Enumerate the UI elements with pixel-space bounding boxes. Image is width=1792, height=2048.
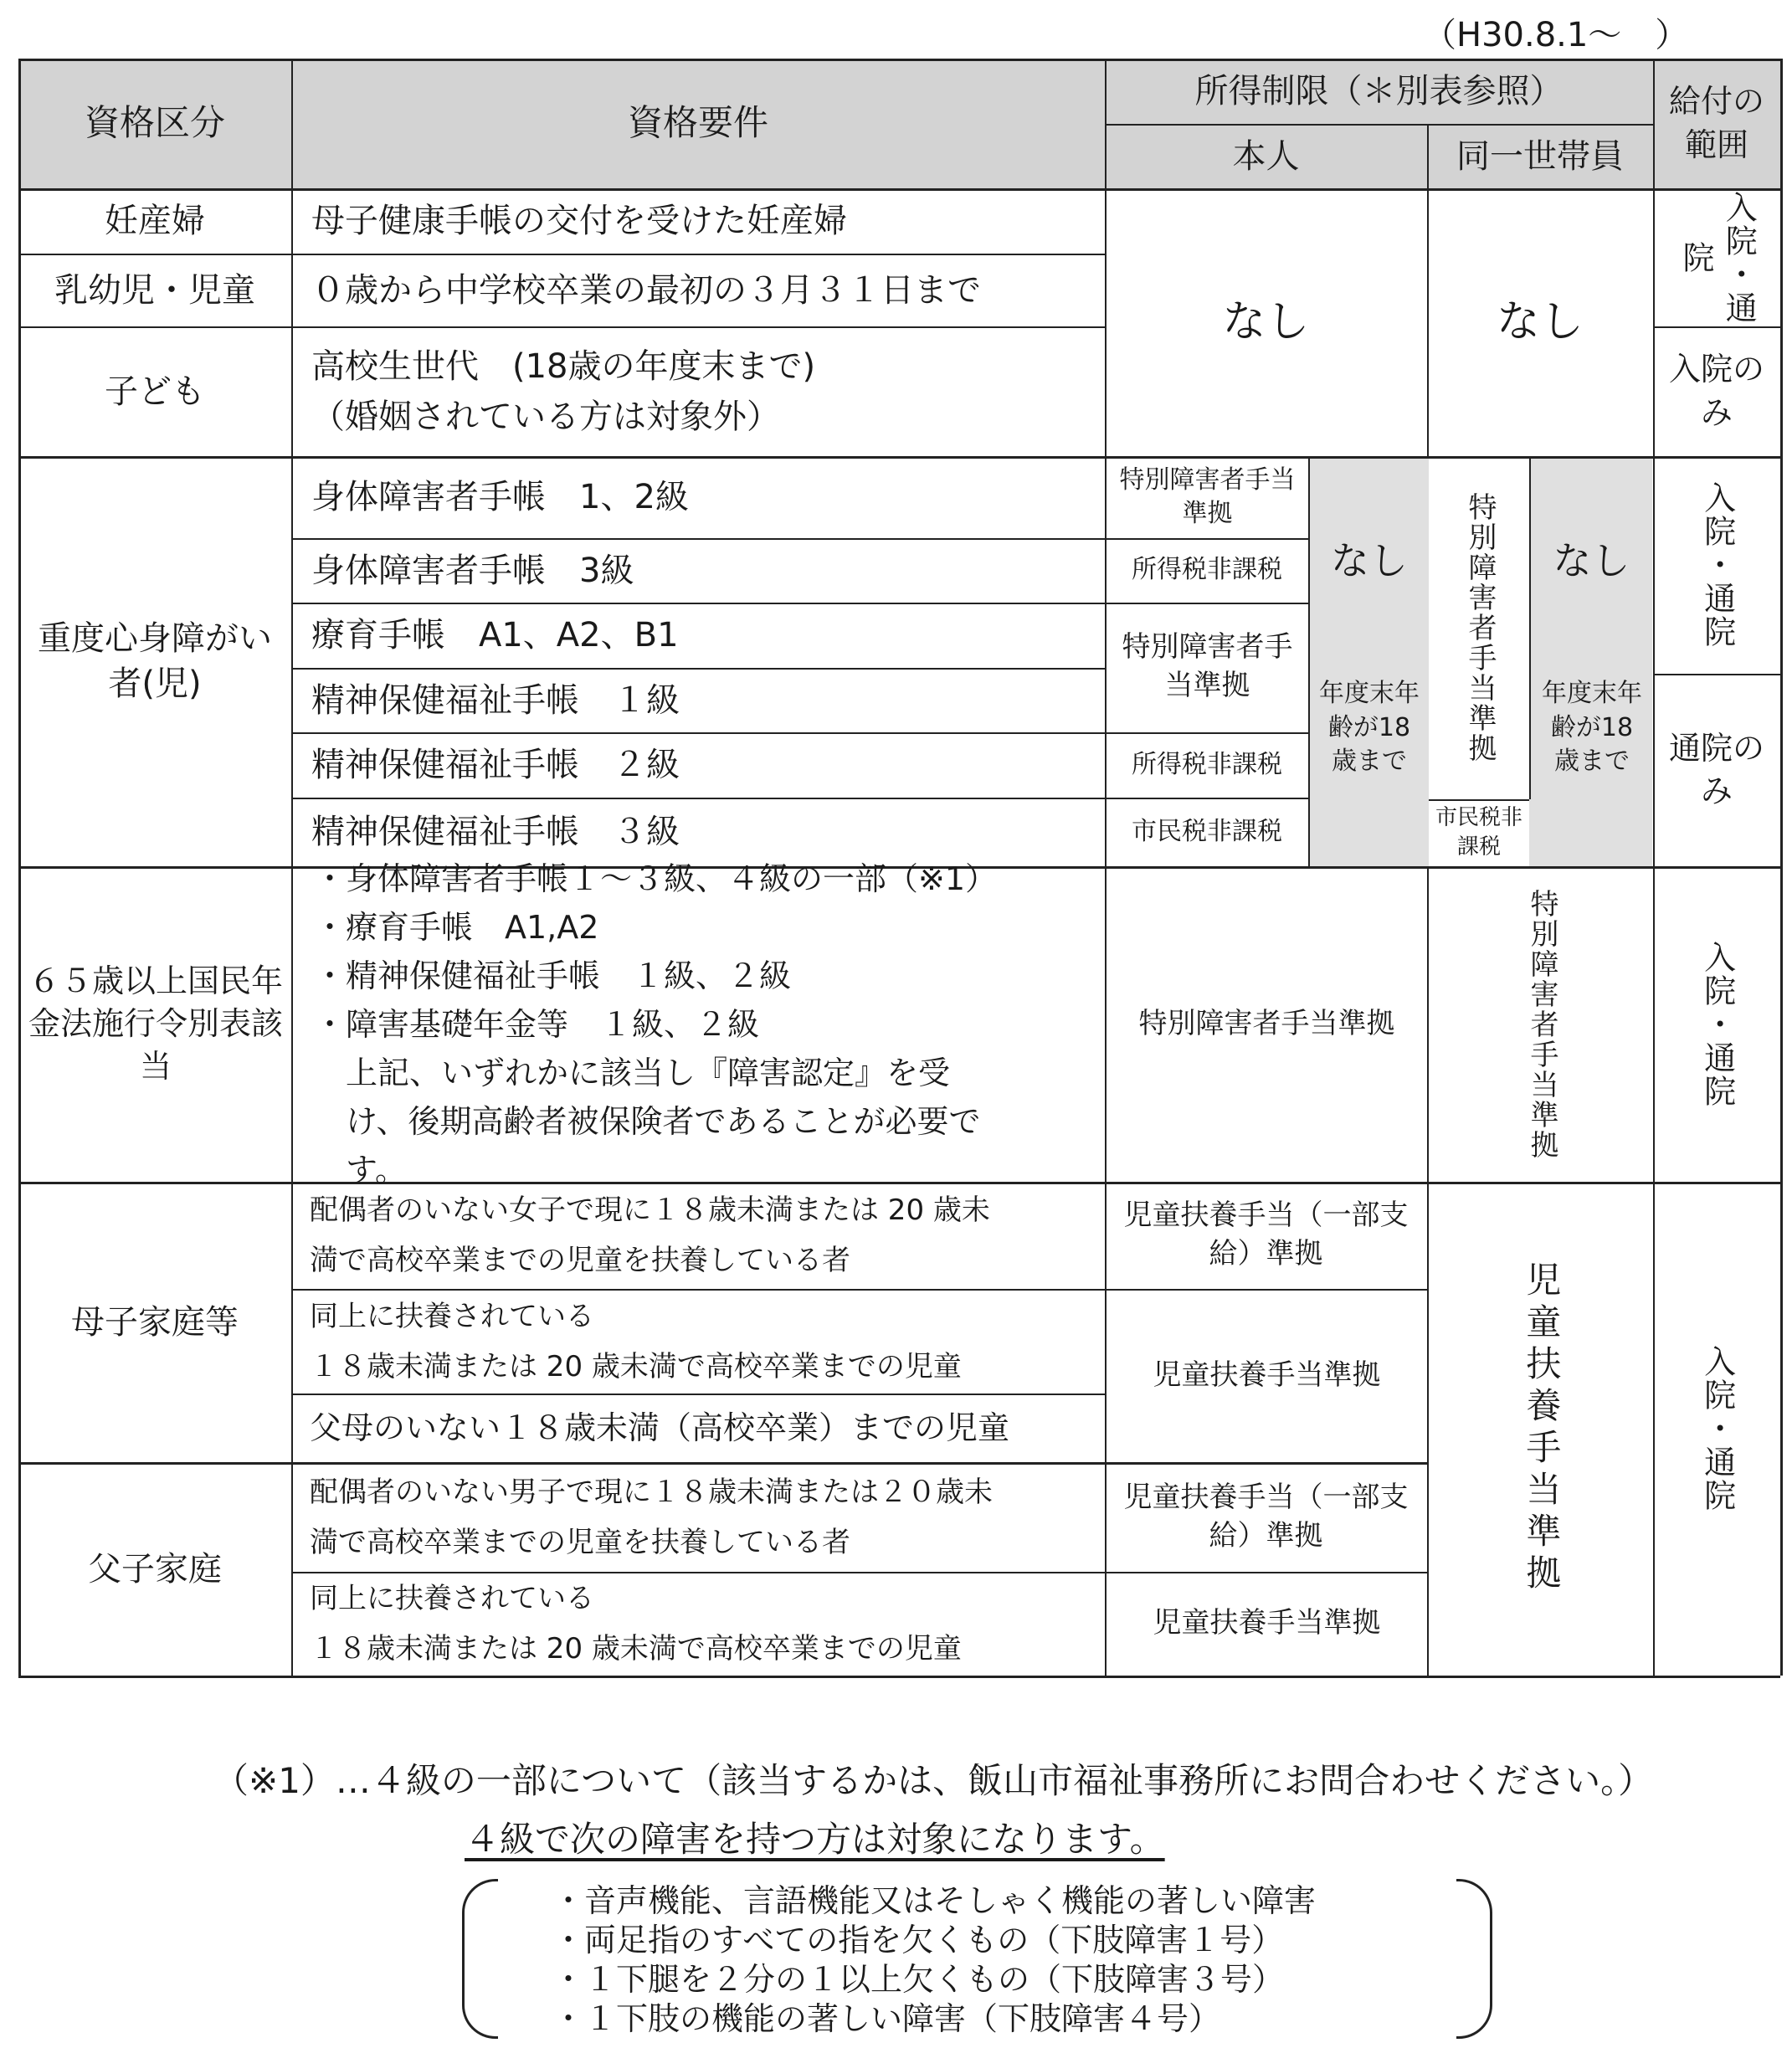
category-disabled: 重度心身障がい者(児) bbox=[38, 619, 272, 703]
self-income-tax-exempt-1: 所得税非課税 bbox=[1132, 555, 1282, 585]
elderly-item-1: ・身体障害者手帳１～３級、４級の一部（※1） bbox=[314, 860, 998, 897]
category-child: 子ども bbox=[105, 372, 205, 411]
self-mother-allowance-partial: 児童扶養手当（一部支給）準拠 bbox=[1123, 1199, 1409, 1270]
header-household: 同一世帯員 bbox=[1456, 136, 1624, 176]
requirement-infant: ０歳から中学校卒業の最初の３月３１日まで bbox=[311, 270, 981, 310]
mother-item-1-line2: 満で高校卒業までの児童を扶養している者 bbox=[310, 1244, 850, 1277]
self-father-allowance-partial: 児童扶養手当（一部支給）準拠 bbox=[1123, 1480, 1409, 1553]
household-special-allowance: 特別障害者手当準拠 bbox=[1462, 492, 1497, 763]
disabled-item-4: 精神保健福祉手帳 １級 bbox=[311, 680, 680, 720]
right-bracket bbox=[1456, 1879, 1492, 2039]
self-disabled-none: なし bbox=[1331, 537, 1408, 583]
self-income-tax-exempt-2: 所得税非課税 bbox=[1132, 749, 1282, 779]
self-age-note: 年度末年齢が18歳まで bbox=[1319, 679, 1420, 777]
footnote-list-item: ・１下腿を２分の１以上欠くもの（下肢障害３号） bbox=[552, 1961, 1285, 1998]
footnote-line1: （※1）…４級の一部について（該当するかは、飯山市福祉事務所にお問合わせください。） bbox=[213, 1760, 1654, 1801]
mother-item-2 bbox=[310, 1289, 1101, 1394]
father-item-2-line1: 同上に扶養されている bbox=[310, 1582, 594, 1615]
household-disabled-none: なし bbox=[1553, 537, 1630, 583]
header-income-limit: 所得制限（＊別表参照） bbox=[1194, 72, 1564, 110]
left-bracket bbox=[462, 1879, 498, 2039]
father-item-2-line2: １８歳未満または 20 歳未満で高校卒業までの児童 bbox=[310, 1632, 962, 1666]
coverage-families: 入院・通院 bbox=[1698, 1345, 1736, 1512]
coverage-disabled-1: 入院・通院 bbox=[1698, 481, 1736, 649]
self-mother-allowance: 児童扶養手当準拠 bbox=[1153, 1358, 1381, 1392]
header-category: 資格区分 bbox=[84, 102, 225, 144]
household-resident-tax-exempt: 市民税非課税 bbox=[1435, 804, 1522, 860]
father-item-1-line1: 配偶者のいない男子で現に１８歳未満または２０歳未 bbox=[310, 1475, 993, 1509]
disabled-item-6: 精神保健福祉手帳 ３級 bbox=[311, 813, 680, 851]
disabled-item-1: 身体障害者手帳 1、2級 bbox=[311, 478, 689, 516]
self-limit-none: なし bbox=[1222, 296, 1310, 347]
disabled-item-5: 精神保健福祉手帳 ２級 bbox=[311, 746, 680, 784]
mother-item-1 bbox=[310, 1182, 1101, 1289]
category-infant: 乳幼児・児童 bbox=[54, 270, 255, 310]
category-elderly: ６５歳以上国民年金法施行令別表該当 bbox=[28, 962, 283, 1086]
elderly-requirements bbox=[314, 860, 1101, 1188]
father-item-1 bbox=[310, 1462, 1101, 1572]
disabled-item-3: 療育手帳 A1、A2、B1 bbox=[311, 616, 679, 654]
header-self: 本人 bbox=[1232, 136, 1300, 176]
household-elderly-allowance: 特別障害者手当準拠 bbox=[1524, 889, 1558, 1160]
coverage-disabled-2: 通院のみ bbox=[1668, 729, 1764, 809]
household-child-rearing-allowance: 児童扶養手当準拠 bbox=[1521, 1261, 1563, 1596]
mother-item-1-line1: 配偶者のいない女子で現に１８歳未満または 20 歳未 bbox=[310, 1193, 990, 1227]
category-pregnant: 妊産婦 bbox=[105, 202, 205, 240]
father-item-2 bbox=[310, 1572, 1101, 1676]
coverage-pregnant-infant: 入院・通院 bbox=[1677, 190, 1758, 325]
mother-item-2-line1: 同上に扶養されている bbox=[310, 1299, 594, 1333]
category-single-mother: 母子家庭等 bbox=[71, 1302, 239, 1342]
footnote-list-item: ・１下肢の機能の著しい障害（下肢障害４号） bbox=[552, 2000, 1221, 2037]
requirement-child-line2: （婚姻されている方は対象外） bbox=[311, 397, 780, 436]
footnote-list bbox=[552, 1881, 1316, 2039]
self-elderly-allowance: 特別障害者手当準拠 bbox=[1138, 1006, 1395, 1040]
coverage-elderly: 入院・通院 bbox=[1698, 940, 1736, 1108]
disabled-item-2: 身体障害者手帳 3級 bbox=[311, 551, 634, 590]
elderly-item-2: ・療育手帳 A1,A2 bbox=[314, 908, 599, 946]
self-resident-tax-exempt: 市民税非課税 bbox=[1132, 816, 1282, 846]
self-special-allowance-2: 特別障害者手当準拠 bbox=[1122, 630, 1293, 702]
household-limit-none: なし bbox=[1496, 296, 1584, 347]
requirement-child bbox=[311, 331, 1098, 452]
footnote-line2: ４級で次の障害を持つ方は対象になります。 bbox=[465, 1819, 1165, 1860]
requirement-child-line1: 高校生世代 (18歳の年度末まで) bbox=[311, 346, 816, 386]
category-single-father: 父子家庭 bbox=[88, 1549, 222, 1589]
header-coverage: 給付の範囲 bbox=[1668, 83, 1764, 163]
mother-item-2-line2: １８歳未満または 20 歳未満で高校卒業までの児童 bbox=[310, 1349, 962, 1383]
elderly-note: 上記、いずれかに該当し『障害認定』を受け、後期高齢者被保険者であることが必要です。 bbox=[346, 1054, 981, 1188]
coverage-child: 入院のみ bbox=[1668, 351, 1764, 431]
mother-item-3: 父母のいない１８歳未満（高校卒業）までの児童 bbox=[310, 1409, 1010, 1446]
footnote-list-item: ・音声機能、言語機能又はそしゃく機能の著しい障害 bbox=[552, 1882, 1317, 1919]
header-requirements: 資格要件 bbox=[627, 102, 768, 144]
effective-date: （H30.8.1～ ） bbox=[1423, 16, 1689, 54]
father-item-1-line2: 満で高校卒業までの児童を扶養している者 bbox=[310, 1525, 850, 1559]
self-special-allowance-1: 特別障害者手当準拠 bbox=[1119, 465, 1296, 528]
self-father-allowance: 児童扶養手当準拠 bbox=[1153, 1606, 1381, 1640]
household-age-note: 年度末年齢が18歳まで bbox=[1542, 679, 1642, 777]
elderly-item-4: ・障害基礎年金等 １級、２級 bbox=[314, 1005, 760, 1043]
requirement-pregnant: 母子健康手帳の交付を受けた妊産婦 bbox=[311, 202, 847, 240]
footnote-list-item: ・両足指のすべての指を欠くもの（下肢障害１号） bbox=[552, 1922, 1284, 1958]
elderly-item-3: ・精神保健福祉手帳 １級、２級 bbox=[314, 957, 792, 994]
